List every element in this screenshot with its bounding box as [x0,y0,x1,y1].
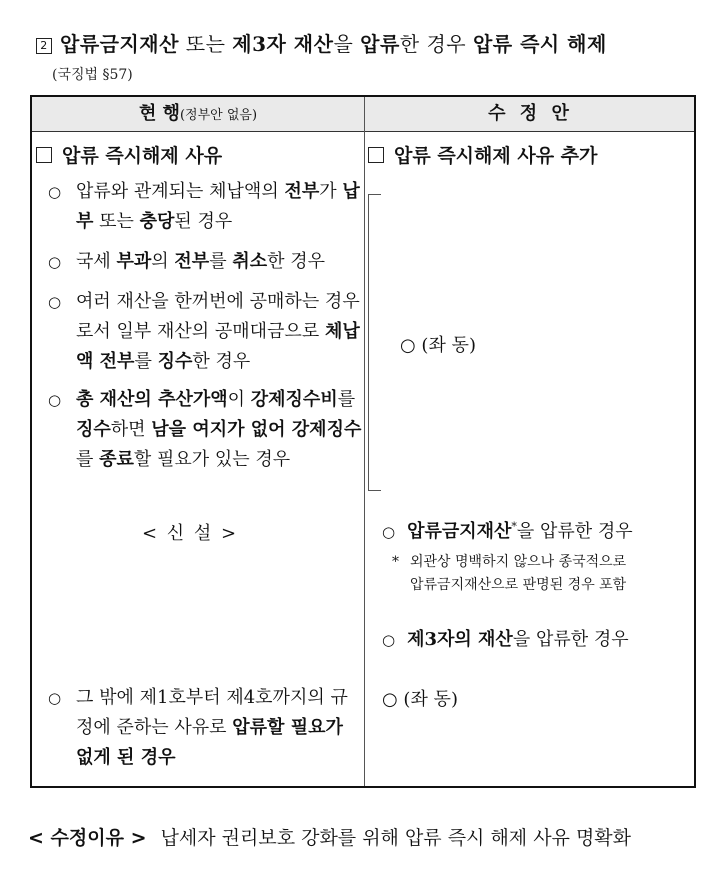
text-run: 압류할 필요가 없게 된 경우 [76,717,343,768]
circle-bullet-icon: ○ [48,391,62,409]
text-run: 한 경우 [267,251,325,272]
law-reference: (국징법 §57) [52,67,133,83]
right-same-1: ○ (좌 동) [400,335,476,356]
circle-bullet-icon: ○ [48,183,62,201]
checkbox-icon [368,147,384,163]
text-run: 종료 [99,449,134,470]
header-current-note: (정부안 없음) [179,108,258,123]
comparison-table [30,95,696,788]
right-item-1 [382,517,633,543]
header-revised-label: 수 정 안 [488,103,573,124]
text-run: 총 재산의 추산가액 [76,389,228,410]
text-run: 강제징수비 [250,389,338,410]
circle-bullet-icon: ○ [382,523,396,541]
right-section-label: 압류 즉시해제 사유 추가 [394,145,598,167]
right-item-2-rest: 을 압류한 경우 [512,629,629,650]
text-run: 부과 [116,251,152,272]
text-run: 징수 [76,419,111,440]
text-run: 한 경우 [192,351,251,372]
left-item-1 [48,177,364,237]
text-run: 징수 [157,351,193,372]
left-item-3-text [48,287,364,377]
circle-bullet-icon: ○ [48,253,62,271]
circle-bullet-icon: ○ [48,293,62,311]
header-current [32,97,364,131]
asterisk-mark: * [511,520,517,533]
text-run: 한 경우 [399,32,473,56]
text-run: 를 [134,351,158,372]
text-run: 압류 [360,32,400,56]
revision-reason [28,823,631,850]
text-run: 압류 즉시 해제 [472,32,607,56]
text-run: 압류와 관계되는 체납액의 [76,181,285,202]
left-section-label: 압류 즉시해제 사유 [62,145,223,167]
right-item-2 [382,625,629,651]
circle-bullet-icon: ○ [382,631,396,649]
left-item-1-text [48,177,364,237]
right-same-2: ○ (좌 동) [382,689,458,710]
note-line-1: 외관상 명백하지 않으나 종국적으로 [410,554,627,570]
text-run: 된 경우 [174,211,233,232]
left-item-2-text [48,247,364,277]
text-run: 압류금지재산 [60,32,179,56]
new-provision-label: < 신 설 > [142,523,239,544]
left-item-3 [48,287,364,377]
right-note [392,551,626,597]
title-text [60,32,607,56]
circle-bullet-icon: ○ [48,689,62,707]
text-run: 남을 여지가 없어 강제징수 [151,419,362,440]
text-run: 또는 [178,32,233,56]
right-item-1-rest: 을 압류한 경우 [516,521,633,542]
grouping-bracket [368,194,381,491]
text-run: 를 [76,449,100,470]
left-section-heading [36,141,222,168]
text-run: 그 밖에 제1호부터 제4호까지의 규정에 준하는 사유로 [76,687,348,738]
left-item-2 [48,247,364,277]
text-run: 의 [151,251,175,272]
reason-label: < 수정이유 > [28,827,147,849]
checkbox-icon [36,147,52,163]
left-item-4 [48,385,364,475]
left-item-4-text [48,385,364,475]
text-run: 또는 [93,211,140,232]
text-run: 취소 [232,251,268,272]
text-run: 국세 [76,251,117,272]
section-title [36,28,607,57]
text-run: 를 [209,251,233,272]
reason-text: 납세자 권리보호 강화를 위해 압류 즉시 해제 사유 명확화 [160,827,632,849]
left-item-5 [48,683,364,773]
text-run: 이 [227,389,251,410]
text-run: 체납액 전부 [76,321,360,372]
text-run: 을 [333,32,361,56]
note-asterisk: * [392,554,399,570]
note-line-2: 압류금지재산으로 판명된 경우 포함 [410,577,627,593]
text-run: 납부 [76,181,360,232]
right-item-1-bold: 압류금지재산 [407,521,512,542]
text-run: 충당 [139,211,175,232]
text-run: 전부 [174,251,210,272]
text-run: 여러 재산을 한꺼번에 공매하는 경우로서 일부 재산의 공매대금으로 [76,291,360,342]
section-number-box: 2 [36,38,52,54]
text-run: 가 [319,181,343,202]
left-item-5-text [48,683,364,773]
right-section-heading [368,141,597,168]
text-run: 하면 [110,419,152,440]
text-run: 할 필요가 있는 경우 [133,449,291,470]
right-item-2-bold: 제3자의 재산 [407,629,513,650]
column-divider [364,97,365,786]
header-revised [365,97,696,131]
text-run: 를 [337,389,356,410]
text-run: 제3자 재산 [232,32,334,56]
header-current-label: 현 행 [138,103,180,124]
text-run: 전부 [284,181,320,202]
